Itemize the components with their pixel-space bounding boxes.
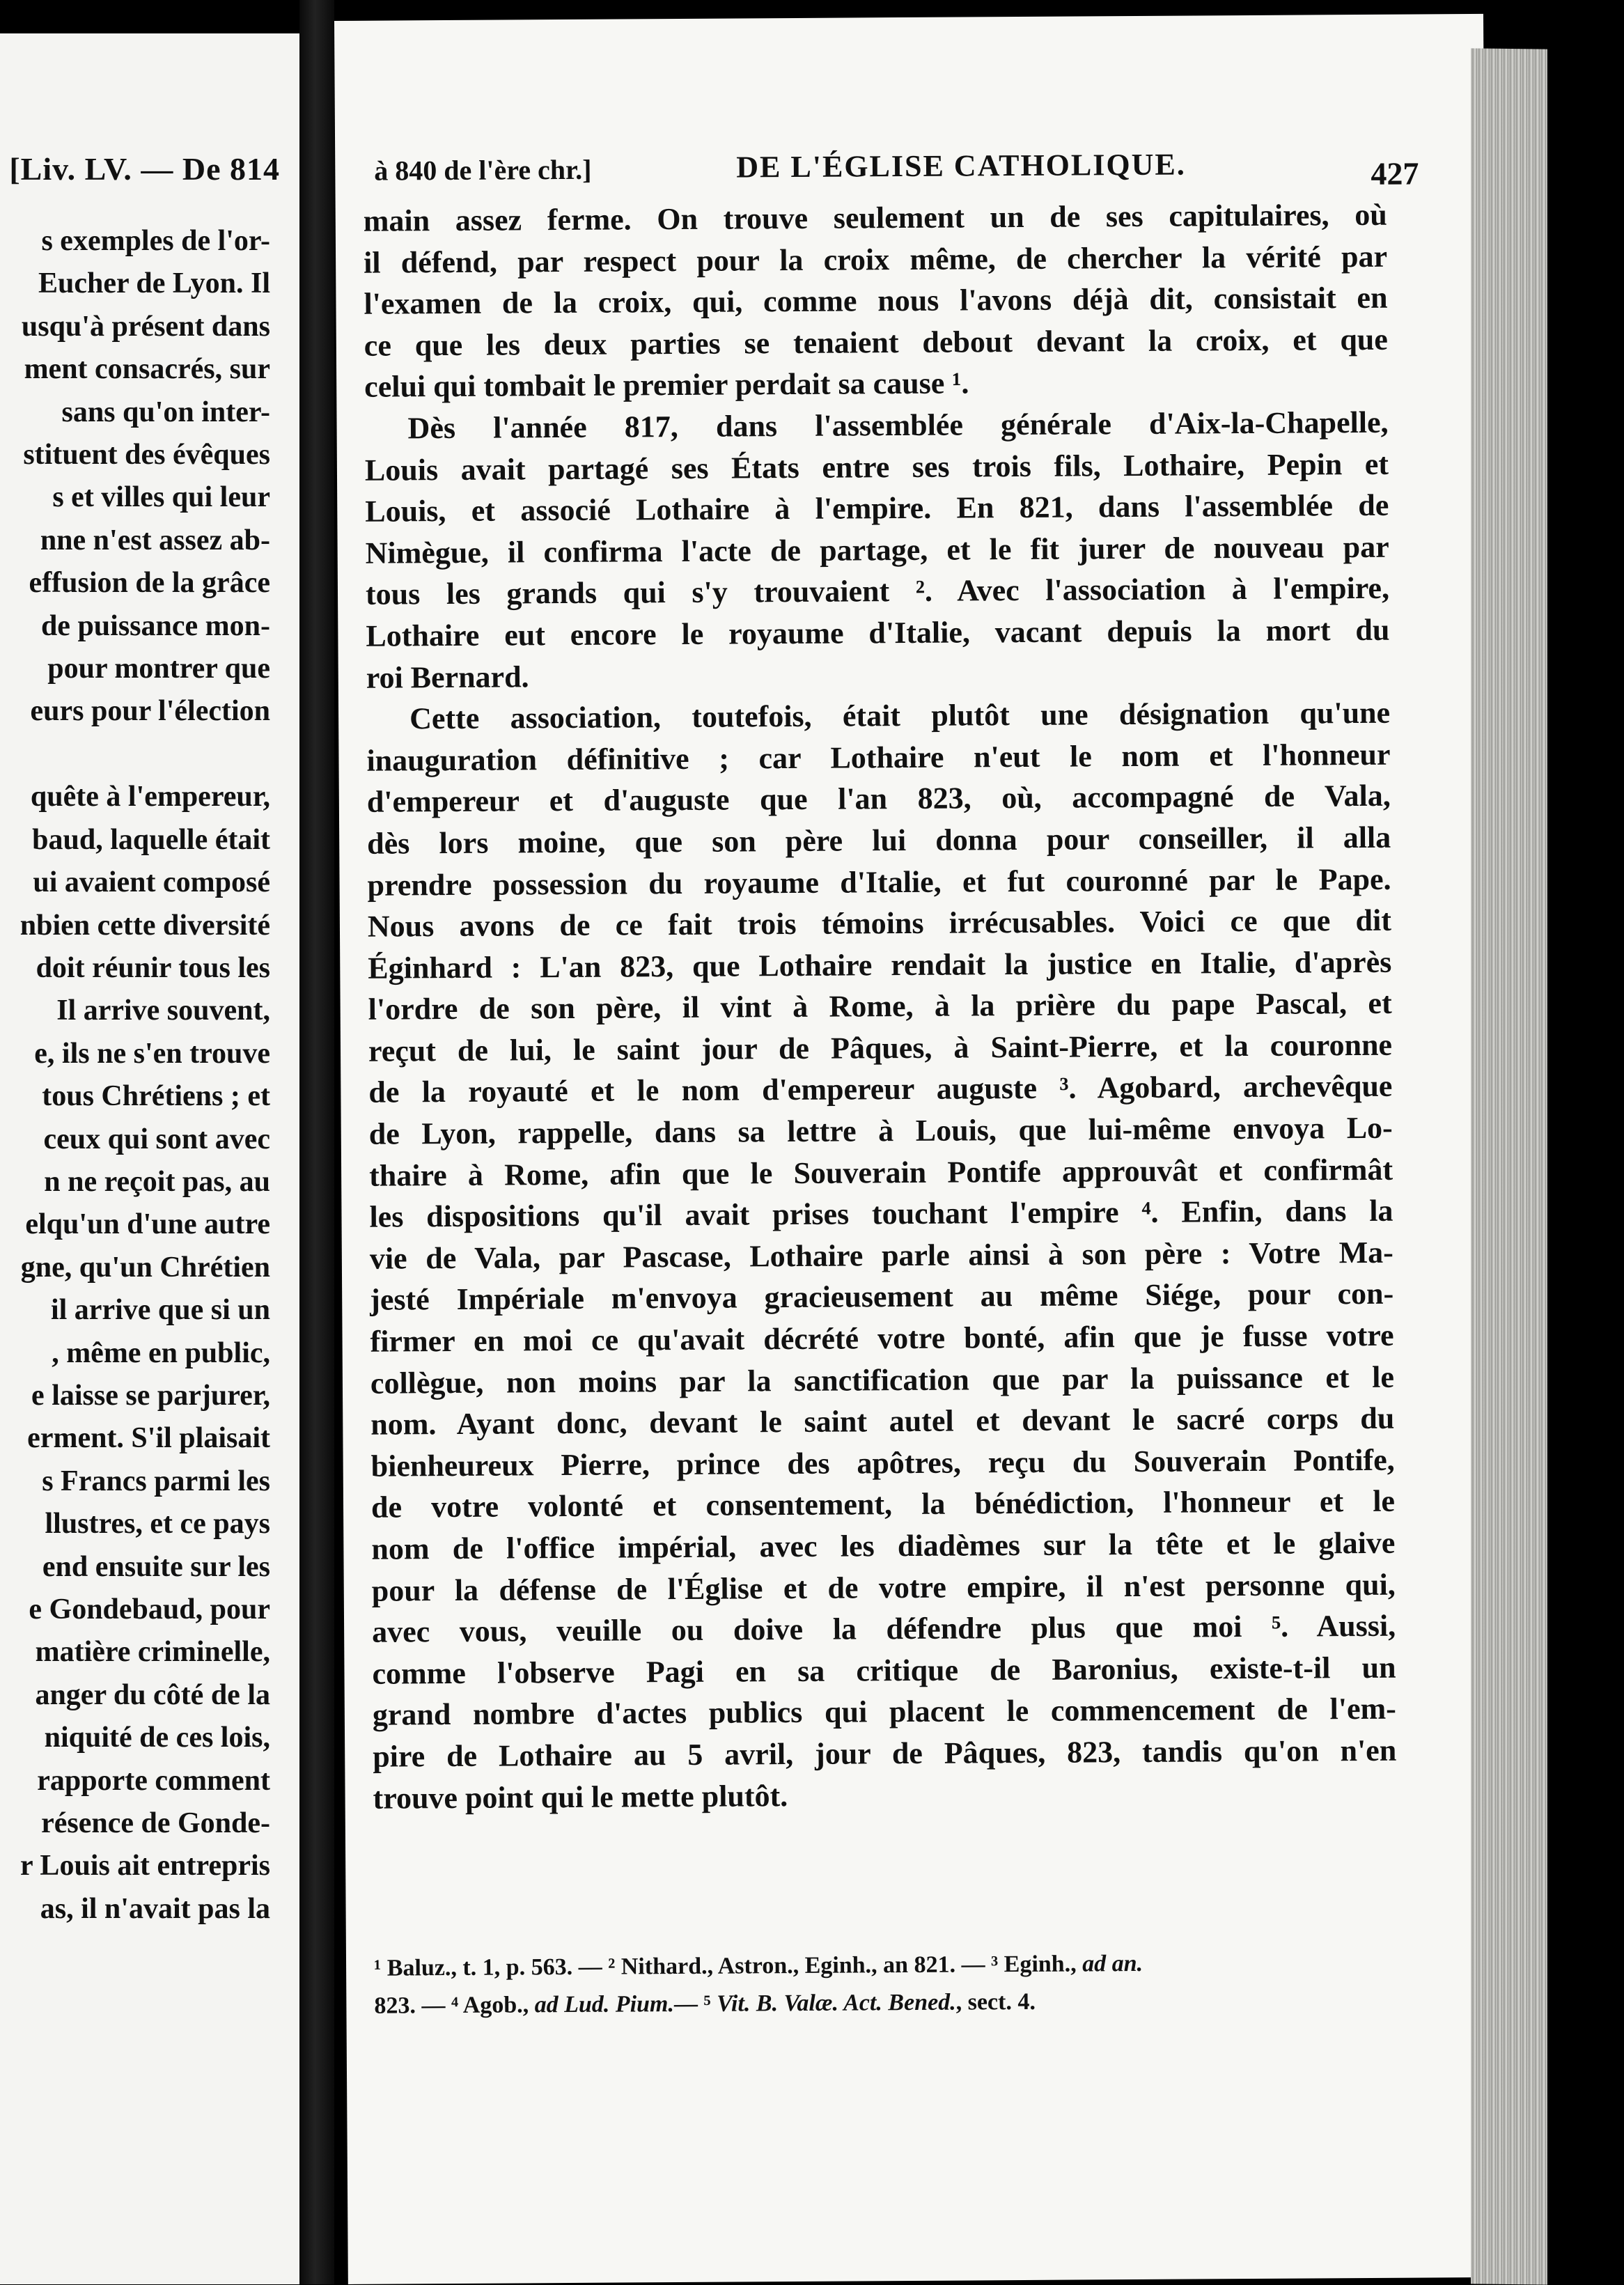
footnote-text: 823. — ⁴ Agob., (374, 1992, 535, 2019)
left-page-line: nbien cette diversité (19, 909, 270, 942)
footnote-italic: ad Lud. Pium. (534, 1991, 675, 2018)
page-number: 427 (1371, 155, 1419, 192)
footnote-text: , sect. 4. (955, 1988, 1036, 2015)
body-line: Louis, et associé Lothaire à l'empire. En 821, dans l'assemblée de (365, 488, 1389, 529)
left-page-line: ceux qui sont avec (43, 1123, 270, 1155)
left-page-line: r Louis ait entrepris (20, 1850, 270, 1882)
running-head (374, 139, 1419, 201)
body-line: de la royauté et le nom d'empereur auguste ³. Agobard, archevêque (368, 1069, 1393, 1110)
left-page-line: llustres, et ce pays (45, 1508, 270, 1541)
body-line: de Lyon, rappelle, dans sa lettre à Louis, que lui-même envoya Lo- (368, 1110, 1393, 1151)
left-page-line: Eucher de Lyon. Il (38, 267, 270, 300)
left-page-line: il arrive que si un (50, 1294, 270, 1327)
body-line: thaire à Rome, afin que le Souverain Pontife approuvât et confirmât (368, 1152, 1393, 1193)
left-page-line: e Gondebaud, pour (29, 1593, 270, 1625)
body-line: vie de Vala, par Pascase, Lothaire parle ainsi à son père : Votre Ma- (369, 1235, 1393, 1276)
left-page-line: tous Chrétiens ; et (42, 1080, 270, 1113)
left-page-line: de puissance mon- (40, 609, 270, 642)
scan-dark-border (1547, 0, 1624, 2284)
left-page-line: résence de Gonde- (41, 1807, 270, 1840)
body-line: prendre possession du royaume d'Italie, et fut couronné par le Pape. (367, 861, 1391, 903)
left-page-line: n ne reçoit pas, au (44, 1165, 270, 1198)
left-page-line: , même en public, (52, 1336, 270, 1369)
body-line: bienheureux Pierre, prince des apôtres, reçu du Souverain Pontife, (370, 1442, 1395, 1483)
left-page-line: s exemples de l'or- (41, 225, 270, 257)
book-gutter (299, 0, 334, 2284)
body-line: dès lors moine, que son père lui donna pour conseiller, il alla (367, 820, 1391, 861)
book-page-edges (1471, 48, 1547, 2284)
left-page-line: end ensuite sur les (42, 1550, 270, 1583)
left-page-line: pour montrer que (47, 653, 270, 685)
body-line: Dès l'année 817, dans l'assemblée générale d'Aix-la-Chapelle, (407, 405, 1389, 446)
body-line: Lothaire eut encore le royaume d'Italie, vacant depuis la mort du (366, 612, 1390, 653)
body-line: firmer en moi ce qu'avait décrété votre bonté, afin que je fusse votre (370, 1318, 1394, 1359)
body-line: il défend, par respect pour la croix même, de chercher la vérité par (363, 239, 1388, 280)
body-line: comme l'observe Pagi en sa critique de Baronius, existe-t-il un (372, 1650, 1396, 1691)
left-page-line: eurs pour l'élection (30, 695, 270, 728)
body-line: Nimègue, il confirma l'acte de partage, et le fit jurer de nouveau par (365, 529, 1389, 570)
left-page-line: Il arrive souvent, (56, 995, 270, 1027)
left-page-line: s et villes qui leur (52, 481, 270, 514)
left-page-line: niquité de ces lois, (44, 1722, 270, 1754)
body-line: ce que les deux parties se tenaient debout devant la croix, et que (364, 322, 1388, 363)
body-line: Louis avait partagé ses États entre ses trois fils, Lothaire, Pepin et (364, 446, 1389, 488)
body-line: d'empereur et d'auguste que l'an 823, où, accompagné de Vala, (366, 779, 1391, 820)
left-page-line: sans qu'on inter- (61, 396, 270, 428)
running-head-range: à 840 de l'ère chr.] (374, 153, 592, 187)
body-line: trouve point qui le mette plutôt. (373, 1778, 788, 1816)
body-line: main assez ferme. On trouve seulement un de ses capitulaires, où (363, 197, 1387, 238)
left-page-line (20, 733, 270, 776)
left-page (0, 33, 299, 2284)
left-page-line: quête à l'empereur, (30, 781, 270, 813)
body-line: nom de l'office impérial, avec les diadèmes sur la tête et le glaive (371, 1525, 1396, 1566)
footnote-text: — ⁵ (673, 1990, 717, 2018)
left-page-line: ui avaient composé (33, 866, 270, 899)
body-line: Nous avons de ce fait trois témoins irrécusables. Voici ce que dit (367, 903, 1392, 944)
left-page-line: gne, qu'un Chrétien (20, 1251, 270, 1284)
body-text (364, 194, 1397, 1819)
body-line: grand nombre d'actes publics qui placent le commencement de l'em- (372, 1692, 1396, 1733)
left-page-line: effusion de la grâce (29, 567, 270, 600)
left-page-line: ment consacrés, sur (24, 353, 270, 386)
left-page-line: elqu'un d'une autre (25, 1208, 270, 1241)
body-line: celui qui tombait le premier perdait sa cause ¹. (364, 366, 969, 405)
footnote-line (374, 1981, 1398, 2025)
footnote-separator (374, 1946, 583, 1947)
left-page-line: stituent des évêques (23, 439, 270, 471)
left-page-line: usqu'à présent dans (21, 310, 270, 343)
body-line: collègue, non moins par la sanctification que par la puissance et le (370, 1359, 1395, 1401)
body-line: jesté Impériale m'envoya gracieusement au même Siége, pour con- (370, 1277, 1394, 1318)
footnote-line (374, 1944, 1398, 1988)
body-line: l'ordre de son père, il vint à Rome, à la prière du pape Pascal, et (368, 986, 1392, 1027)
footnote-text: ¹ Baluz., t. 1, p. 563. — ² Nithard., Astron., Eginh., an 821. — ³ Eginh., (373, 1951, 1083, 1981)
left-page-line: nne n'est assez ab- (40, 524, 270, 556)
left-page-line: rapporte comment (37, 1764, 270, 1797)
body-line: nom. Ayant donc, devant le saint autel et devant le sacré corps du (370, 1401, 1395, 1442)
footnotes (374, 1944, 1398, 2025)
body-line: pour la défense de l'Église et de votre empire, il n'est personne qui, (371, 1567, 1396, 1608)
left-page-line: e laisse se parjurer, (31, 1379, 270, 1412)
footnote-italic: Vit. B. Valæ. Act. Bened. (717, 1989, 956, 2017)
left-page-line: as, il n'avait pas la (40, 1892, 270, 1925)
right-page (334, 14, 1497, 2284)
body-line: Cette association, toutefois, était plutôt une désignation qu'une (409, 695, 1391, 736)
left-running-head: [Liv. LV. — De 814 (9, 151, 280, 187)
body-line: pire de Lothaire au 5 avril, jour de Pâques, 823, tandis qu'on n'en (373, 1733, 1397, 1774)
left-page-line: erment. S'il plaisait (27, 1422, 270, 1455)
footnote-italic: ad an. (1082, 1950, 1143, 1977)
body-line: tous les grands qui s'y trouvaient ². Avec l'association à l'empire, (365, 571, 1390, 612)
left-page-line: doit réunir tous les (36, 951, 270, 984)
body-line: inauguration définitive ; car Lothaire n'eut le nom et l'honneur (366, 737, 1391, 778)
body-line: roi Bernard. (366, 659, 529, 695)
body-line: Éginhard : L'an 823, que Lothaire rendait la justice en Italie, d'après (368, 944, 1392, 985)
running-head-title: DE L'ÉGLISE CATHOLIQUE. (736, 147, 1186, 185)
left-page-line: matière criminelle, (35, 1636, 270, 1669)
left-page-text (20, 220, 270, 1931)
body-line: reçut de lui, le saint jour de Pâques, à Saint-Pierre, et la couronne (368, 1027, 1393, 1068)
body-line: les dispositions qu'il avait prises touchant l'empire ⁴. Enfin, dans la (369, 1193, 1393, 1234)
body-line: avec vous, veuille ou doive la défendre plus que moi ⁵. Aussi, (371, 1608, 1396, 1649)
body-line: de votre volonté et consentement, la bénédiction, l'honneur et le (370, 1484, 1396, 1525)
left-page-line: baud, laquelle était (32, 823, 270, 856)
body-line: l'examen de la croix, qui, comme nous l'avons déjà dit, consistait en (364, 280, 1388, 321)
left-page-line: anger du côté de la (35, 1678, 270, 1711)
left-page-line: s Francs parmi les (42, 1465, 270, 1497)
left-page-line: e, ils ne s'en trouve (34, 1037, 270, 1070)
